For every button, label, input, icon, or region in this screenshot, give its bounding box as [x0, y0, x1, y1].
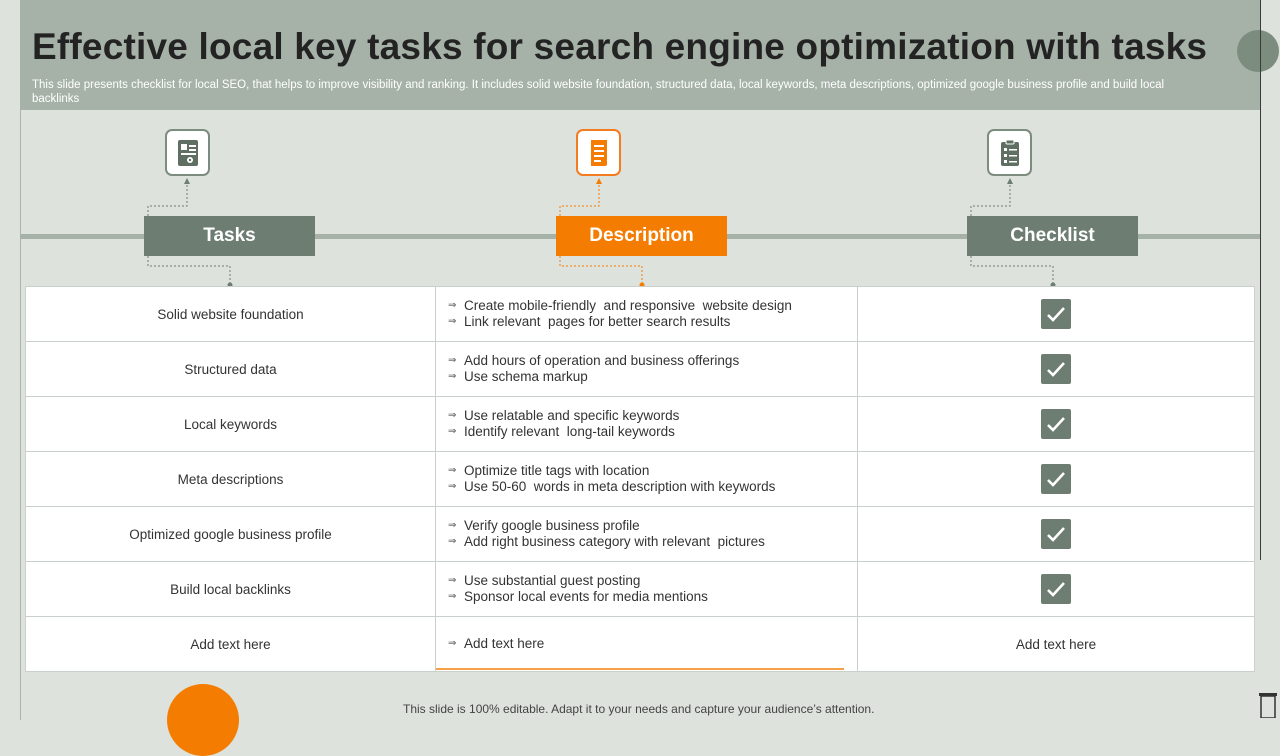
checkmark-icon[interactable] — [1041, 519, 1071, 549]
table-row — [26, 617, 1255, 672]
description-bullet — [448, 518, 857, 534]
description-bullet — [448, 314, 857, 330]
document-icon — [576, 129, 621, 176]
tasks-header-label: Tasks — [203, 225, 256, 246]
checklist-cell — [858, 617, 1255, 672]
description-text: Link relevant pages for better search results — [464, 314, 731, 329]
page-subtitle: This slide presents checklist for local SEO, that helps to improve visibility and ranking. It includes solid website foundation, structured data, local keywords, meta descriptions, optimized google business profile and build local backlinks — [32, 79, 1165, 105]
description-text: Optimize title tags with location — [464, 463, 650, 478]
description-text: Sponsor local events for media mentions — [464, 589, 708, 604]
description-bullet — [448, 534, 857, 550]
checklist-header — [967, 216, 1138, 256]
description-header-label: Description — [589, 225, 694, 246]
description-cell — [436, 342, 858, 397]
description-text: Use schema markup — [464, 369, 588, 384]
task-cell: Optimized google business profile — [26, 507, 436, 562]
checklist-cell — [858, 507, 1255, 562]
task-cell: Solid website foundation — [26, 287, 436, 342]
arrow-bullet-icon: ⇒ — [448, 355, 457, 366]
description-column-accent — [436, 668, 844, 670]
arrow-bullet-icon: ⇒ — [448, 371, 457, 382]
checkmark-icon[interactable] — [1041, 464, 1071, 494]
description-bullet — [448, 424, 857, 440]
description-cell — [436, 562, 858, 617]
arrow-bullet-icon: ⇒ — [448, 465, 457, 476]
task-cell: Add text here — [26, 617, 436, 672]
arrow-bullet-icon: ⇒ — [448, 536, 457, 547]
description-bullet — [448, 463, 857, 479]
footer-note: This slide is 100% editable. Adapt it to your needs and capture your audience’s attention. — [403, 702, 875, 716]
description-text: Add text here — [464, 636, 545, 651]
checklist-cell — [858, 342, 1255, 397]
arrow-bullet-icon: ⇒ — [448, 410, 457, 421]
task-cell: Build local backlinks — [26, 562, 436, 617]
description-cell — [436, 397, 858, 452]
checklist-cell — [858, 562, 1255, 617]
decorative-orange-circle — [167, 684, 239, 756]
seo-settings-icon — [165, 129, 210, 176]
description-text: Use 50-60 words in meta description with keywords — [464, 479, 776, 494]
description-bullet — [448, 479, 857, 495]
checklist-cell — [858, 397, 1255, 452]
task-cell: Structured data — [26, 342, 436, 397]
description-text: Create mobile-friendly and responsive website design — [464, 298, 792, 313]
description-cell — [436, 507, 858, 562]
description-text: Use substantial guest posting — [464, 573, 641, 588]
checklist-cell — [858, 287, 1255, 342]
header-banner — [20, 0, 1260, 110]
description-bullet — [448, 353, 857, 369]
table-row — [26, 452, 1255, 507]
trash-icon — [1259, 690, 1277, 718]
description-header — [556, 216, 727, 256]
checkmark-icon[interactable] — [1041, 574, 1071, 604]
description-cell — [436, 452, 858, 507]
table-row — [26, 397, 1255, 452]
description-text: Verify google business profile — [464, 518, 640, 533]
description-text: Use relatable and specific keywords — [464, 408, 680, 423]
arrow-bullet-icon: ⇒ — [448, 520, 457, 531]
decorative-circle — [1237, 30, 1279, 72]
description-bullet — [448, 636, 857, 652]
tasks-header — [144, 216, 315, 256]
left-divider — [20, 110, 21, 720]
description-bullet — [448, 589, 857, 605]
table-row — [26, 287, 1255, 342]
arrow-bullet-icon: ⇒ — [448, 300, 457, 311]
description-bullet — [448, 573, 857, 589]
seo-task-table — [25, 286, 1255, 672]
right-divider — [1260, 0, 1261, 560]
description-text: Add right business category with relevant pictures — [464, 534, 765, 549]
description-text: Add hours of operation and business offerings — [464, 353, 740, 368]
table-row — [26, 342, 1255, 397]
table-row — [26, 562, 1255, 617]
arrow-bullet-icon: ⇒ — [448, 481, 457, 492]
checkmark-icon[interactable] — [1041, 299, 1071, 329]
arrow-bullet-icon: ⇒ — [448, 426, 457, 437]
description-cell — [436, 617, 858, 672]
arrow-bullet-icon: ⇒ — [448, 591, 457, 602]
arrow-bullet-icon: ⇒ — [448, 638, 457, 649]
checkmark-icon[interactable] — [1041, 354, 1071, 384]
arrow-bullet-icon: ⇒ — [448, 575, 457, 586]
task-cell: Meta descriptions — [26, 452, 436, 507]
description-text: Identify relevant long-tail keywords — [464, 424, 675, 439]
description-cell — [436, 287, 858, 342]
description-bullet — [448, 298, 857, 314]
checklist-text: Add text here — [1015, 636, 1097, 652]
clipboard-checklist-icon — [987, 129, 1032, 176]
checklist-header-label: Checklist — [1010, 225, 1095, 246]
checkmark-icon[interactable] — [1041, 409, 1071, 439]
description-bullet — [448, 369, 857, 385]
table-row — [26, 507, 1255, 562]
arrow-bullet-icon: ⇒ — [448, 316, 457, 327]
checklist-cell — [858, 452, 1255, 507]
page-title: Effective local key tasks for search engine optimization with tasks — [32, 26, 1208, 67]
description-bullet — [448, 408, 857, 424]
task-cell: Local keywords — [26, 397, 436, 452]
